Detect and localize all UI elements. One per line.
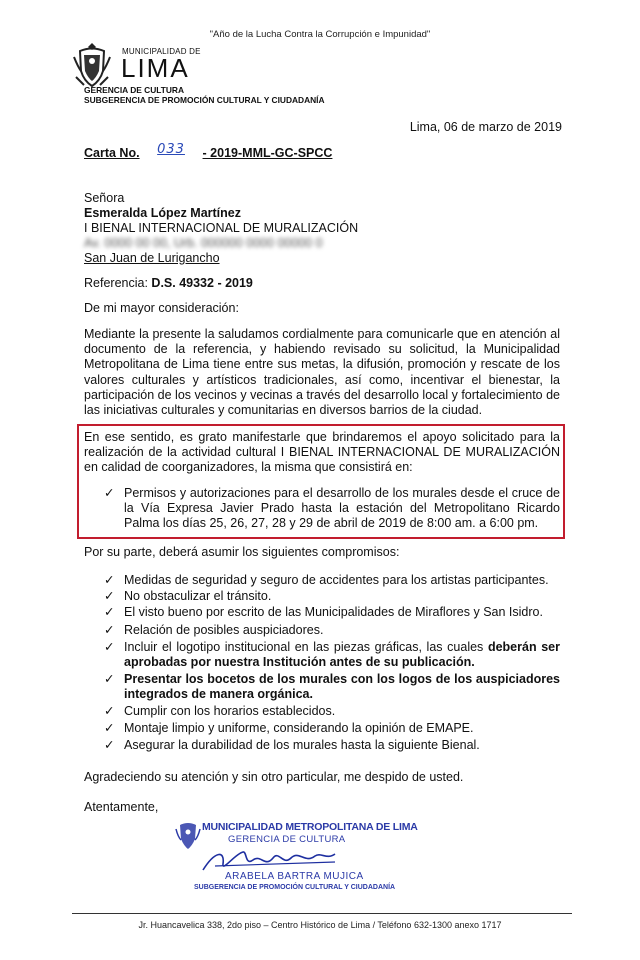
list-item-text: Montaje limpio y uniforme, considerando la opinión de EMAPE. [124,721,474,735]
checkmark-icon: ✓ [104,721,115,735]
list-item-text: Cumplir con los horarios establecidos. [124,704,336,718]
carta-suffix: - 2019-MML-GC-SPCC [202,146,333,160]
support-item [104,486,560,532]
list-item [104,704,560,719]
letter-date: Lima, 06 de marzo de 2019 [409,120,562,134]
list-item-text: El visto bueno por escrito de las Municipalidades de Miraflores y San Isidro. [124,605,543,619]
greeting: De mi mayor consideración: [84,301,239,315]
list-item-text [124,640,560,670]
recipient-name: Esmeralda López Martínez [84,206,241,220]
checkmark-icon: ✓ [104,486,115,500]
list-item-plain: Incluir el logotipo institucional en las piezas gráficas, las cuales [124,640,488,654]
carta-number-handwritten: 033 [157,142,185,157]
paragraph-2: En ese sentido, es grato manifestarle que brindaremos el apoyo solicitado para la realización de la actividad cultural I BIENAL INTERNACIONAL DE MURALIZACIÓN en calidad de coorganizadores, la misma que consistirá en: [84,430,560,475]
checkmark-icon: ✓ [104,605,115,619]
reference-value: D.S. 49332 - 2019 [151,276,253,290]
list-item [104,721,560,736]
footer-address: Jr. Huancavelica 338, 2do piso – Centro Histórico de Lima / Teléfono 632-1300 anexo 1717 [138,920,502,930]
list-item-bold: deberán ser aprobadas por nuestra Institución antes de su publicación. [124,640,560,669]
header-motto: "Año de la Lucha Contra la Corrupción e Impunidad" [209,29,431,40]
stamp-signer-title: SUBGERENCIA DE PROMOCIÓN CULTURAL Y CIUDADANÍA [194,884,396,891]
reference-label: Referencia: [84,276,148,290]
list-item [104,738,560,753]
checkmark-icon: ✓ [104,672,115,686]
list-item-text: No obstaculizar el tránsito. [124,589,272,603]
list-item [104,573,560,588]
checkmark-icon: ✓ [104,738,115,752]
list-item [104,589,560,604]
letter-reference-number [84,142,333,161]
checkmark-icon: ✓ [104,623,115,637]
commitments-intro: Por su parte, deberá asumir los siguientes compromisos: [84,545,400,559]
list-item [104,640,560,670]
list-item-text: Asegurar la durabilidad de los murales hasta la siguiente Bienal. [124,738,480,752]
salutation-title: Señora [84,191,125,205]
stamp-line-1: MUNICIPALIDAD METROPOLITANA DE LIMA [202,821,418,833]
list-item [104,605,560,620]
org-name-small: MUNICIPALIDAD DE [122,47,201,56]
department-line-1: GERENCIA DE CULTURA [84,85,185,95]
paragraph-1: Mediante la presente la saludamos cordialmente para comunicarle que en atención al documento de la referencia, y habiendo revisado su solicitud, la Municipalidad Metropolitana de Lima tiene entre sus metas, la difusión, promoción y rescate de los valores culturales y artísticos tradicionales, así como, incentivar el bienestar, la participación de los vecinos y vecinas a través del desarrollo local y fortalecimiento de las iniciativas culturales y comunitarias en diversos barrios de la ciudad. [84,327,560,418]
stamp-line-2: GERENCIA DE CULTURA [228,834,346,845]
recipient-event: I BIENAL INTERNACIONAL DE MURALIZACIÓN [84,221,359,235]
org-name-big: LIMA [121,53,190,83]
coat-of-arms-icon [72,41,112,89]
checkmark-icon: ✓ [104,640,115,654]
recipient-address-redacted: Av. 0000 00 00, Urb. 000000 0000 00000 0 [84,236,323,250]
support-item-text: Permisos y autorizaciones para el desarrollo de los murales desde el cruce de la Vía Expresa Javier Prado hasta la estación del Metropolitano Ricardo Palma los días 25, 26, 27, 28 y 29 de abril de 2019 de 8:00 am. a 6:00 pm. [124,486,560,530]
reference-line [84,276,253,291]
list-item-text: Presentar los bocetos de los murales con los logos de los auspiciadores integrados de manera orgánica. [124,672,560,701]
closing-text: Agradeciendo su atención y sin otro particular, me despido de usted. [84,770,464,784]
sign-off: Atentamente, [84,800,159,814]
list-item-text: Medidas de seguridad y seguro de accidentes para los artistas participantes. [124,573,549,587]
list-item-text: Relación de posibles auspiciadores. [124,623,324,637]
footer-divider [72,913,572,914]
checkmark-icon: ✓ [104,704,115,718]
checkmark-icon: ✓ [104,573,115,587]
department-line-2: SUBGERENCIA DE PROMOCIÓN CULTURAL Y CIUDADANÍA [84,95,325,105]
stamp-signer-name: ARABELA BARTRA MUJICA [225,871,364,882]
recipient-district: San Juan de Lurigancho [84,251,220,265]
carta-prefix: Carta No. [84,146,140,160]
list-item [104,623,560,638]
checkmark-icon: ✓ [104,589,115,603]
list-item [104,672,560,702]
